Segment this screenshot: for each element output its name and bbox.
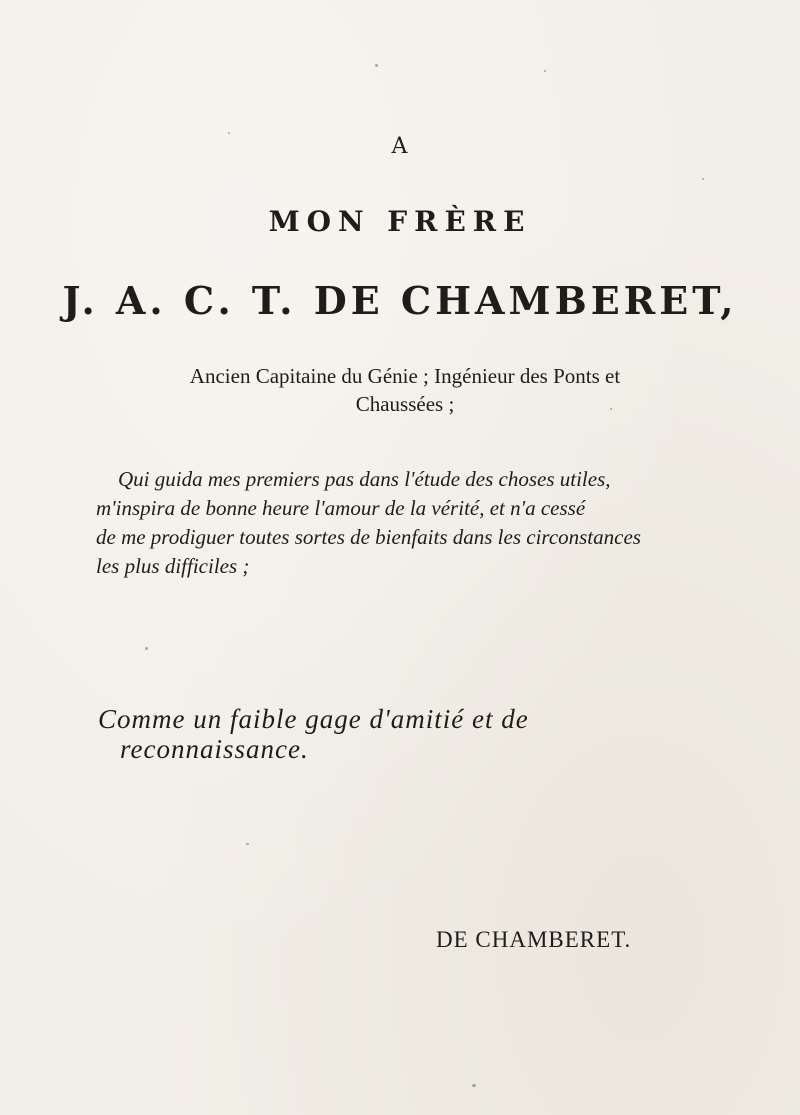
ink-speck [472,1084,476,1087]
ink-speck [544,70,546,72]
italic-dedication-line: Qui guida mes premiers pas dans l'étude des choses utiles, [118,467,611,491]
italic-dedication-line: m'inspira de bonne heure l'amour de la vérité, et n'a cessé [96,496,586,520]
ink-speck [145,647,148,650]
dedicatee-name: J. A. C. T. DE CHAMBERET, [62,278,738,323]
ink-speck [702,178,704,180]
signature: DE CHAMBERET. [436,927,632,952]
gage-line: Comme un faible gage d'amitié et de [98,704,529,734]
dedication-brother: MON FRÈRE [268,205,532,238]
description-line: Ancien Capitaine du Génie ; Ingénieur des Ponts et [189,364,621,388]
italic-dedication-line: les plus difficiles ; [96,554,250,578]
gage-line: reconnaissance. [120,734,309,764]
ink-speck [375,64,378,67]
ink-speck [246,843,249,845]
italic-dedication-line: de me prodiguer toutes sortes de bienfaits dans les circonstances [96,525,641,549]
dedication-a: A [391,134,409,159]
description-line: Chaussées ; [355,392,455,416]
